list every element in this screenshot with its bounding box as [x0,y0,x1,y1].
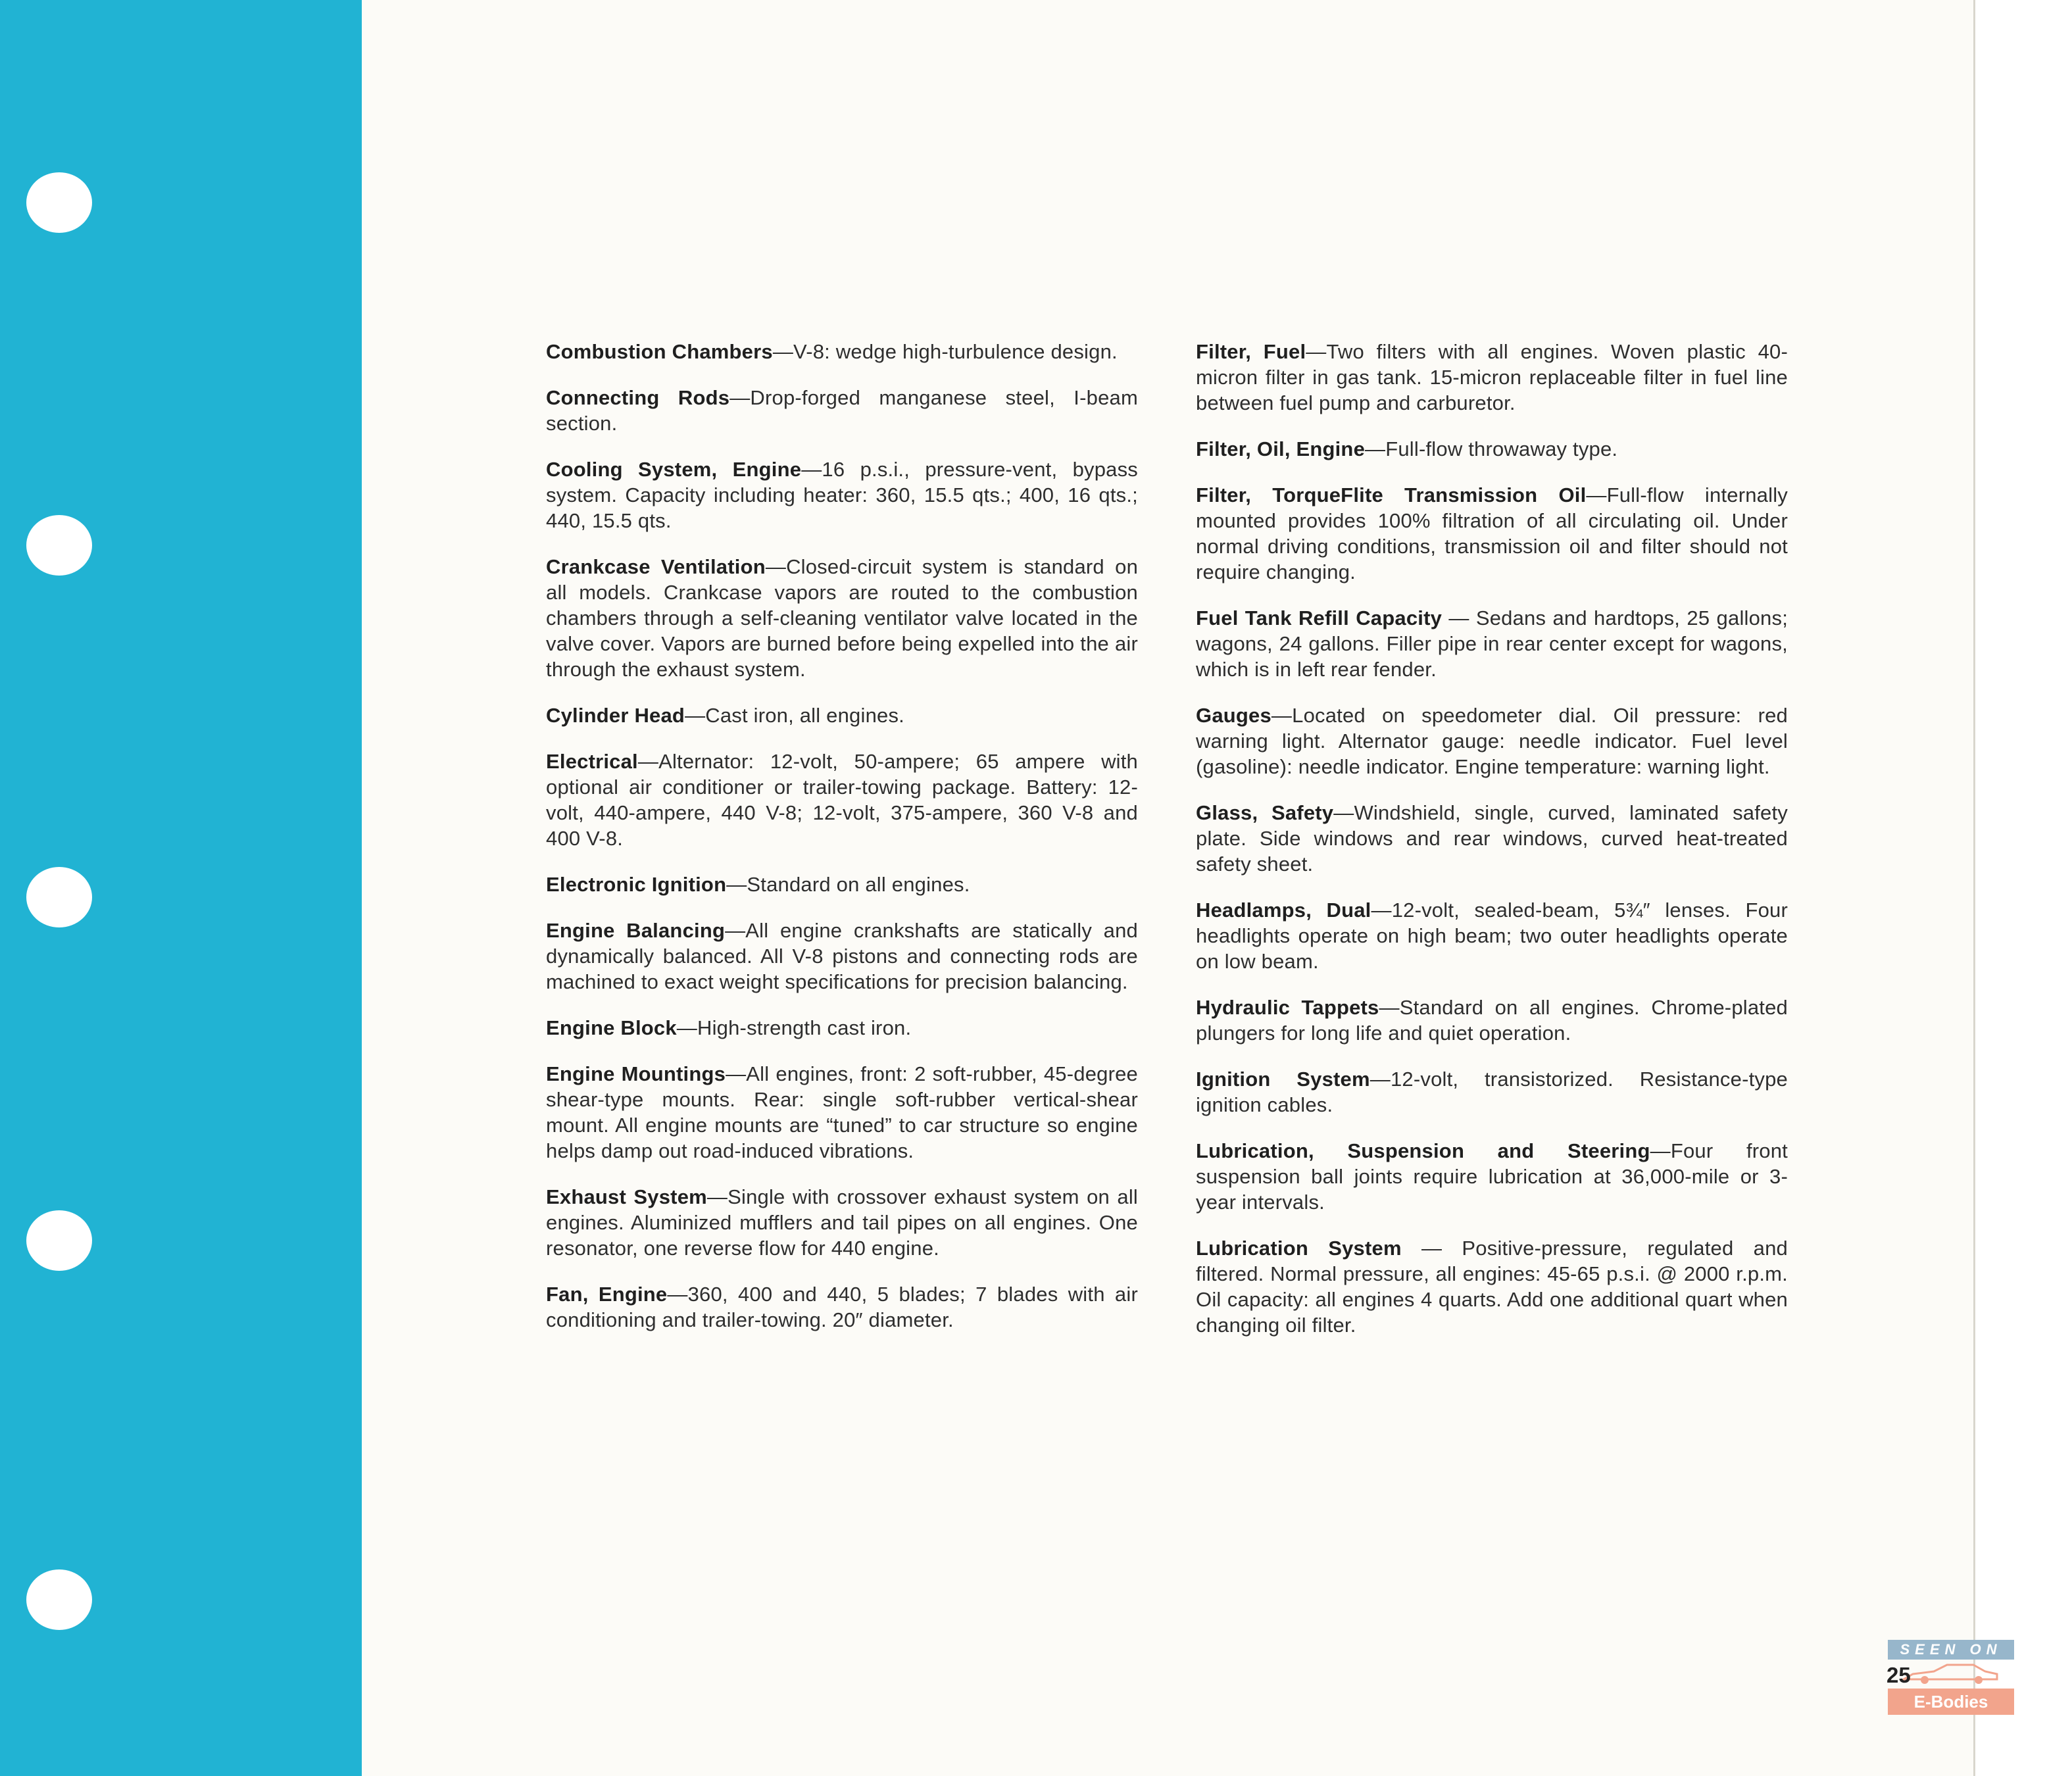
spec-term: Cylinder Head [546,704,685,727]
watermark-bottom-text: E-Bodies [1888,1689,2014,1715]
spec-entry-cylinder-head [546,703,1138,728]
spec-text: Drop-forged manganese steel, I-beam section. [546,386,1138,435]
spec-text: Two filters with all engines. Woven plastic 40-micron filter in gas tank. 15-micron replaceable filter in fuel line between fuel pump and carburetor. [1196,340,1788,414]
spec-term: Engine Balancing [546,919,726,942]
spec-separator: — [1371,899,1392,922]
spec-separator: — [1401,1237,1462,1260]
watermark-top-text: SEEN ON [1888,1640,2014,1660]
spec-term: Fuel Tank Refill Capacity [1196,606,1443,629]
spec-entry-glass-safety [1196,800,1788,877]
page-edge [1973,0,2072,1776]
spec-separator: — [772,340,794,363]
spec-separator: — [637,750,659,773]
punch-hole [26,867,92,927]
spec-term: Headlamps, Dual [1196,899,1371,922]
spec-column-left [546,339,1138,1353]
spec-text: 16 p.s.i., pressure-vent, bypass system. Capacity including heater: 360, 15.5 qts.; 400, 16 qts.; 440, 15.5 qts. [546,458,1138,532]
spec-entry-engine-block [546,1015,1138,1041]
spec-term: Cooling System, Engine [546,458,802,481]
spec-term: Fan, Engine [546,1283,668,1306]
spec-term: Engine Block [546,1016,677,1039]
spec-entry-filter-fuel [1196,339,1788,416]
spec-entry-lubrication-suspension [1196,1138,1788,1215]
spec-term: Filter, Fuel [1196,340,1306,363]
spec-separator: — [1379,996,1400,1019]
spec-text: Standard on all engines. [747,873,970,896]
spec-entry-connecting-rods [546,385,1138,436]
spec-text: High-strength cast iron. [697,1016,912,1039]
spec-entry-engine-balancing [546,918,1138,995]
spec-separator: — [729,386,751,409]
spec-entry-crankcase-ventilation [546,554,1138,682]
spec-separator: — [1306,340,1327,363]
spec-entry-fuel-tank-capacity [1196,605,1788,682]
spec-entry-electronic-ignition [546,872,1138,897]
punch-hole [26,1569,92,1630]
spec-separator: — [1650,1139,1671,1162]
spec-entry-exhaust-system [546,1184,1138,1261]
spec-separator: — [725,919,746,942]
spec-separator: — [1365,437,1386,460]
spec-term: Combustion Chambers [546,340,773,363]
spec-separator: — [801,458,822,481]
spec-term: Electrical [546,750,638,773]
spec-entry-lubrication-system [1196,1235,1788,1338]
spec-entry-ignition-system [1196,1066,1788,1118]
spec-text: Alternator: 12-volt, 50-ampere; 65 ampere with optional air conditioner or trailer-towing package. Battery: 12-volt, 440-ampere, 440 V-8; 12-volt, 375-ampere, 360 V-8 and 400 V-8. [546,750,1138,850]
spec-text: V-8: wedge high-turbulence design. [793,340,1118,363]
spec-text: Four front suspension ball joints require lubrication at 36,000-mile or 3-year intervals. [1196,1139,1788,1214]
spec-text: Full-flow throwaway type. [1385,437,1618,460]
spec-entry-filter-oil-engine [1196,436,1788,462]
spec-entry-engine-mountings [546,1061,1138,1164]
spec-entry-fan-engine [546,1281,1138,1333]
spec-entry-gauges [1196,703,1788,779]
spec-separator: — [706,1185,728,1208]
binder-tab-strip [0,0,362,1776]
spec-term: Exhaust System [546,1185,707,1208]
spec-term: Filter, TorqueFlite Transmission Oil [1196,483,1587,506]
page-number: 25 [1887,1663,1911,1687]
spec-text: Positive-pressure, regulated and filtered. Normal pressure, all engines: 45-65 p.s.i. @ 2000 r.p.m. Oil capacity: all engines 4 quarts. Add one additional quart when changing oil filter. [1196,1237,1788,1337]
spec-separator: — [1271,704,1293,727]
spec-text: Standard on all engines. Chrome-plated plungers for long life and quiet operation. [1196,996,1788,1045]
spec-separator: — [765,555,787,578]
spec-term: Glass, Safety [1196,801,1334,824]
spec-text: All engine crankshafts are statically and dynamically balanced. All V-8 pistons and connecting rods are machined to exact weight specifications for precision balancing. [546,919,1138,993]
spec-separator: — [1442,606,1476,629]
spec-text: Cast iron, all engines. [705,704,904,727]
spec-text: 12-volt, transistorized. Resistance-type ignition cables. [1196,1068,1788,1116]
spec-term: Connecting Rods [546,386,730,409]
spec-separator: — [685,704,706,727]
spec-term: Lubrication, Suspension and Steering [1196,1139,1650,1162]
spec-text: Sedans and hardtops, 25 gallons; wagons, 24 gallons. Filler pipe in rear center except for wagons, which is in left rear fender. [1196,606,1788,681]
spec-separator: — [667,1283,688,1306]
punch-hole [26,172,92,233]
spec-term: Hydraulic Tappets [1196,996,1379,1019]
spec-entry-cooling-system [546,456,1138,533]
car-silhouette-icon [1901,1660,2000,1686]
spec-entry-filter-transmission-oil [1196,482,1788,585]
spec-separator: — [726,1062,747,1085]
spec-text: Closed-circuit system is standard on all models. Crankcase vapors are routed to the combustion chambers through a self-cleaning ventilator valve located in the valve cover. Vapors are burned before being expelled into the air through the exhaust system. [546,555,1139,681]
punch-hole [26,1210,92,1271]
spec-entry-headlamps-dual [1196,897,1788,974]
spec-term: Lubrication System [1196,1237,1402,1260]
spec-separator: — [1369,1068,1391,1091]
spec-text: Windshield, single, curved, laminated safety plate. Side windows and rear windows, curved heat-treated safety sheet. [1196,801,1788,876]
spec-term: Electronic Ignition [546,873,727,896]
spec-column-right [1196,339,1788,1358]
spec-separator: — [1586,483,1607,506]
spec-text: Full-flow internally mounted provides 100% filtration of all circulating oil. Under normal driving conditions, transmission oil and filter should not require changing. [1196,483,1788,583]
spec-text: Located on speedometer dial. Oil pressure: red warning light. Alternator gauge: needle indicator. Fuel level (gasoline): needle indicator. Engine temperature: warning light. [1196,704,1788,778]
spec-term: Engine Mountings [546,1062,726,1085]
spec-text: 360, 400 and 440, 5 blades; 7 blades with air conditioning and trailer-towing. 20″ diameter. [546,1283,1138,1331]
spec-term: Ignition System [1196,1068,1370,1091]
spec-entry-combustion-chambers [546,339,1138,364]
spec-term: Gauges [1196,704,1271,727]
punch-hole [26,515,92,576]
spec-entry-hydraulic-tappets [1196,995,1788,1046]
spec-separator: — [726,873,747,896]
spec-term: Crankcase Ventilation [546,555,766,578]
spec-entry-electrical [546,749,1138,851]
spec-text: 12-volt, sealed-beam, 5¾″ lenses. Four headlights operate on high beam; two outer headlights operate on low beam. [1196,899,1788,973]
spec-text: Single with crossover exhaust system on all engines. Aluminized mufflers and tail pipes on all engines. One resonator, one reverse flow for 440 engine. [546,1185,1139,1260]
page-edge-line [1973,0,1975,1776]
spec-term: Filter, Oil, Engine [1196,437,1366,460]
spec-separator: — [1333,801,1354,824]
spec-text: All engines, front: 2 soft-rubber, 45-degree shear-type mounts. Rear: single soft-rubber vertical-shear mount. All engine mounts are “tuned” to car structure so engine helps damp out road-induced vibrations. [546,1062,1138,1162]
spec-separator: — [676,1016,697,1039]
